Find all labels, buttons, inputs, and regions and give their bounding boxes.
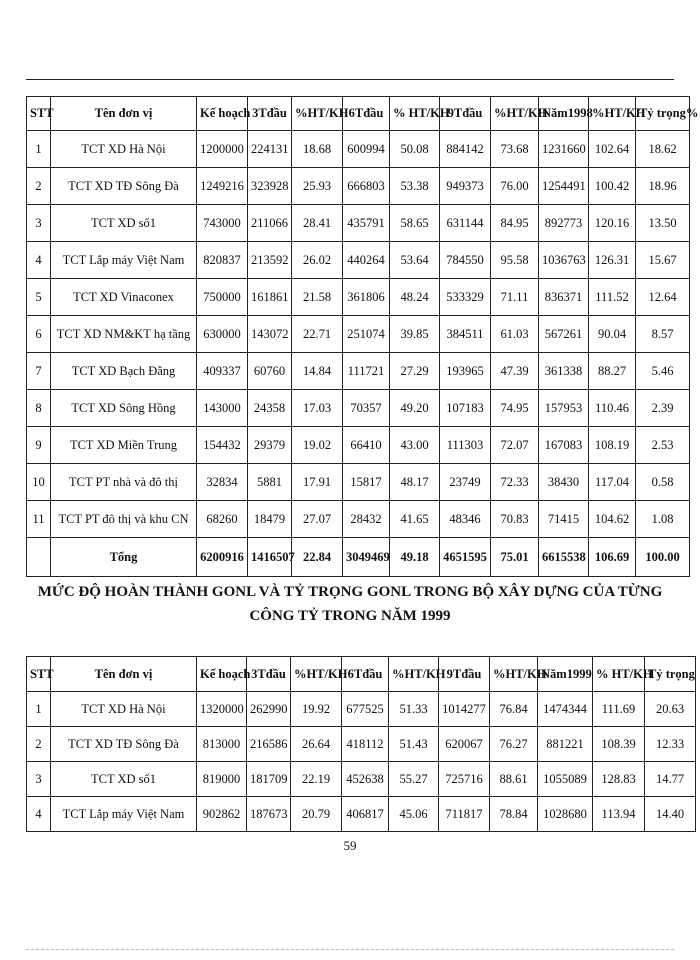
table-cell: 820837	[197, 242, 248, 279]
table-row	[27, 279, 690, 316]
table-1999	[26, 656, 696, 832]
column-header: Kế hoạch	[197, 657, 247, 692]
unit-name-cell: TCT XD Vinaconex	[51, 279, 197, 316]
unit-name-cell: TCT XD số1	[51, 205, 197, 242]
table-cell: 32834	[197, 464, 248, 501]
table-cell: 120.16	[589, 205, 636, 242]
table-cell: 3	[27, 762, 51, 797]
table-cell: 3	[27, 205, 51, 242]
table-cell: 213592	[248, 242, 292, 279]
table-cell: 21.58	[292, 279, 343, 316]
table-cell: 11	[27, 501, 51, 538]
table-cell: 66410	[343, 427, 390, 464]
unit-name-cell: TCT XD Hà Nội	[51, 131, 197, 168]
table-1999-header-row	[27, 657, 696, 692]
table-cell: 8.57	[636, 316, 690, 353]
table-cell: 76.84	[490, 692, 538, 727]
column-header: Tỷ trọng%	[636, 97, 690, 131]
table-cell: 1014277	[439, 692, 490, 727]
unit-name-cell: TCT XD Sông Hồng	[51, 390, 197, 427]
table-cell: 725716	[439, 762, 490, 797]
table-cell: 14.84	[292, 353, 343, 390]
table-cell: 157953	[539, 390, 589, 427]
table-row	[27, 131, 690, 168]
table-cell: 20.63	[645, 692, 696, 727]
total-cell: 106.69	[589, 538, 636, 577]
table-cell: 19.02	[292, 427, 343, 464]
table-cell: 750000	[197, 279, 248, 316]
table-cell: 71415	[539, 501, 589, 538]
column-header: Năm1999	[538, 657, 593, 692]
table-cell: 1474344	[538, 692, 593, 727]
table-cell: 53.38	[390, 168, 440, 205]
column-header: 9Tđầu	[440, 97, 491, 131]
table-row	[27, 353, 690, 390]
table-cell: 76.00	[491, 168, 539, 205]
table-cell: 187673	[247, 797, 291, 832]
table-cell: 58.65	[390, 205, 440, 242]
table-cell: 17.91	[292, 464, 343, 501]
table-cell: 435791	[343, 205, 390, 242]
table-cell: 8	[27, 390, 51, 427]
column-header: 6Tđầu	[342, 657, 389, 692]
table-cell: 1036763	[539, 242, 589, 279]
total-cell: 100.00	[636, 538, 690, 577]
table-cell: 452638	[342, 762, 389, 797]
table-cell: 2	[27, 727, 51, 762]
table-cell: 38430	[539, 464, 589, 501]
column-header: % HT/KH	[593, 657, 645, 692]
table-cell: 440264	[343, 242, 390, 279]
total-cell: 75.01	[491, 538, 539, 577]
table-row	[27, 762, 696, 797]
table-cell: 25.93	[292, 168, 343, 205]
table-cell: 18479	[248, 501, 292, 538]
table-cell: 1254491	[539, 168, 589, 205]
table-cell: 1055089	[538, 762, 593, 797]
table-cell: 111721	[343, 353, 390, 390]
table-cell: 19.92	[291, 692, 342, 727]
column-header: %HT/KH	[491, 97, 539, 131]
table-cell: 13.50	[636, 205, 690, 242]
table-cell: 26.02	[292, 242, 343, 279]
table-cell: 836371	[539, 279, 589, 316]
column-header: %HT/KH	[292, 97, 343, 131]
table-cell: 20.79	[291, 797, 342, 832]
table-cell: 2	[27, 168, 51, 205]
top-rule	[26, 79, 674, 80]
table-cell: 72.33	[491, 464, 539, 501]
column-header: Tỷ trọng	[645, 657, 696, 692]
table-cell: 1249216	[197, 168, 248, 205]
table-cell: 620067	[439, 727, 490, 762]
column-header: Tên đơn vị	[51, 97, 197, 131]
table-cell: 28.41	[292, 205, 343, 242]
unit-name-cell: TCT Lắp máy Việt Nam	[51, 797, 197, 832]
table-cell: 41.65	[390, 501, 440, 538]
unit-name-cell: TCT XD số1	[51, 762, 197, 797]
table-cell: 15817	[343, 464, 390, 501]
table-cell: 117.04	[589, 464, 636, 501]
column-header: 6Tđầu	[343, 97, 390, 131]
bottom-rule	[26, 949, 674, 950]
table-cell: 51.33	[389, 692, 439, 727]
table-cell: 102.64	[589, 131, 636, 168]
table-cell: 39.85	[390, 316, 440, 353]
table-cell: 27.07	[292, 501, 343, 538]
table-cell: 48346	[440, 501, 491, 538]
unit-name-cell: TCT Lắp máy Việt Nam	[51, 242, 197, 279]
table-row	[27, 390, 690, 427]
table-cell: 28432	[343, 501, 390, 538]
table-cell: 630000	[197, 316, 248, 353]
table-row	[27, 316, 690, 353]
table-cell: 108.19	[589, 427, 636, 464]
table-cell: 1231660	[539, 131, 589, 168]
total-cell	[27, 538, 51, 577]
table-row	[27, 797, 696, 832]
table-cell: 113.94	[593, 797, 645, 832]
table-cell: 29379	[248, 427, 292, 464]
table-cell: 631144	[440, 205, 491, 242]
table-cell: 51.43	[389, 727, 439, 762]
total-row	[27, 538, 690, 577]
table-cell: 167083	[539, 427, 589, 464]
table-cell: 361338	[539, 353, 589, 390]
table-cell: 154432	[197, 427, 248, 464]
table-cell: 47.39	[491, 353, 539, 390]
table-1998-body	[27, 131, 690, 577]
table-cell: 1028680	[538, 797, 593, 832]
unit-name-cell: TCT XD Hà Nội	[51, 692, 197, 727]
table-cell: 1	[27, 131, 51, 168]
table-cell: 95.58	[491, 242, 539, 279]
total-cell: 6200916	[197, 538, 248, 577]
table-cell: 18.68	[292, 131, 343, 168]
table-cell: 90.04	[589, 316, 636, 353]
column-header: %HT/KH	[589, 97, 636, 131]
table-row	[27, 205, 690, 242]
table-cell: 14.40	[645, 797, 696, 832]
table-cell: 2.53	[636, 427, 690, 464]
page-number: 59	[343, 838, 357, 853]
column-header: STT	[27, 657, 51, 692]
table-cell: 12.33	[645, 727, 696, 762]
table-cell: 126.31	[589, 242, 636, 279]
table-row	[27, 168, 690, 205]
table-cell: 68260	[197, 501, 248, 538]
table-cell: 10	[27, 464, 51, 501]
table-cell: 22.19	[291, 762, 342, 797]
table-row	[27, 692, 696, 727]
total-cell: 1416507	[248, 538, 292, 577]
table-row	[27, 242, 690, 279]
table-cell: 1200000	[197, 131, 248, 168]
table-cell: 17.03	[292, 390, 343, 427]
table-cell: 71.11	[491, 279, 539, 316]
table-cell: 216586	[247, 727, 291, 762]
table-cell: 111303	[440, 427, 491, 464]
table-cell: 224131	[248, 131, 292, 168]
table-cell: 7	[27, 353, 51, 390]
table-cell: 743000	[197, 205, 248, 242]
table-cell: 61.03	[491, 316, 539, 353]
unit-name-cell: TCT XD Miền Trung	[51, 427, 197, 464]
table-cell: 0.58	[636, 464, 690, 501]
table-cell: 533329	[440, 279, 491, 316]
table-cell: 262990	[247, 692, 291, 727]
total-cell: Tổng	[51, 538, 197, 577]
table-cell: 251074	[343, 316, 390, 353]
table-cell: 4	[27, 797, 51, 832]
total-cell: 4651595	[440, 538, 491, 577]
total-cell: 22.84	[292, 538, 343, 577]
table-cell: 55.27	[389, 762, 439, 797]
column-header: 9Tđầu	[439, 657, 490, 692]
column-header: 3Tđầu	[248, 97, 292, 131]
table-cell: 161861	[248, 279, 292, 316]
table-cell: 143000	[197, 390, 248, 427]
table-cell: 384511	[440, 316, 491, 353]
unit-name-cell: TCT XD NM&KT hạ tầng	[51, 316, 197, 353]
table-cell: 600994	[343, 131, 390, 168]
total-cell: 49.18	[390, 538, 440, 577]
table-row	[27, 464, 690, 501]
table-cell: 12.64	[636, 279, 690, 316]
column-header: %HT/KH	[291, 657, 342, 692]
table-cell: 666803	[343, 168, 390, 205]
table-row	[27, 501, 690, 538]
table-cell: 24358	[248, 390, 292, 427]
heading-text: MỨC ĐỘ HOÀN THÀNH GONL VÀ TỶ TRỌNG GONL TRONG BỘ XÂY DỰNG CỦA TỪNG CÔNG TỶ TRONG NĂM 1999	[37, 584, 663, 624]
table-cell: 88.27	[589, 353, 636, 390]
unit-name-cell: TCT PT nhà và đô thị	[51, 464, 197, 501]
table-cell: 14.77	[645, 762, 696, 797]
table-cell: 409337	[197, 353, 248, 390]
table-cell: 27.29	[390, 353, 440, 390]
table-cell: 819000	[197, 762, 247, 797]
column-header: Tên đơn vị	[51, 657, 197, 692]
column-header: %HT/KH	[389, 657, 439, 692]
table-1998	[26, 96, 699, 577]
table-cell: 949373	[440, 168, 491, 205]
table-cell: 110.46	[589, 390, 636, 427]
column-header: 3Tđầu	[247, 657, 291, 692]
table-cell: 1	[27, 692, 51, 727]
table-cell: 5.46	[636, 353, 690, 390]
table-cell: 418112	[342, 727, 389, 762]
table-cell: 70.83	[491, 501, 539, 538]
table-cell: 76.27	[490, 727, 538, 762]
column-header: Kế hoạch	[197, 97, 248, 131]
table-cell: 2.39	[636, 390, 690, 427]
table-cell: 6	[27, 316, 51, 353]
table-cell: 43.00	[390, 427, 440, 464]
table-cell: 100.42	[589, 168, 636, 205]
table-cell: 361806	[343, 279, 390, 316]
table-cell: 104.62	[589, 501, 636, 538]
table-cell: 107183	[440, 390, 491, 427]
table-cell: 26.64	[291, 727, 342, 762]
table-row	[27, 727, 696, 762]
table-cell: 78.84	[490, 797, 538, 832]
unit-name-cell: TCT XD TĐ Sông Đà	[51, 727, 197, 762]
table-cell: 5	[27, 279, 51, 316]
table-cell: 902862	[197, 797, 247, 832]
column-header: STT	[27, 97, 51, 131]
table-cell: 72.07	[491, 427, 539, 464]
table-cell: 1.08	[636, 501, 690, 538]
column-header: %HT/KH	[490, 657, 538, 692]
table-cell: 181709	[247, 762, 291, 797]
table-cell: 323928	[248, 168, 292, 205]
table-cell: 111.52	[589, 279, 636, 316]
table-cell: 211066	[248, 205, 292, 242]
table-cell: 677525	[342, 692, 389, 727]
table-cell: 22.71	[292, 316, 343, 353]
table-cell: 60760	[248, 353, 292, 390]
table-cell: 884142	[440, 131, 491, 168]
table-cell: 18.62	[636, 131, 690, 168]
table-cell: 15.67	[636, 242, 690, 279]
table-cell: 53.64	[390, 242, 440, 279]
table-cell: 567261	[539, 316, 589, 353]
table-cell: 45.06	[389, 797, 439, 832]
table-cell: 49.20	[390, 390, 440, 427]
table-cell: 70357	[343, 390, 390, 427]
table-cell: 48.24	[390, 279, 440, 316]
table-cell: 813000	[197, 727, 247, 762]
table-cell: 74.95	[491, 390, 539, 427]
table-cell: 406817	[342, 797, 389, 832]
table-cell: 9	[27, 427, 51, 464]
unit-name-cell: TCT XD TĐ Sông Đà	[51, 168, 197, 205]
table-cell: 784550	[440, 242, 491, 279]
table-cell: 711817	[439, 797, 490, 832]
table-cell: 18.96	[636, 168, 690, 205]
table-cell: 4	[27, 242, 51, 279]
table-1999-heading	[30, 580, 670, 628]
table-1999-body	[27, 692, 696, 832]
column-header: Năm1998	[539, 97, 589, 131]
table-cell: 881221	[538, 727, 593, 762]
total-cell: 6615538	[539, 538, 589, 577]
table-cell: 50.08	[390, 131, 440, 168]
table-cell: 88.61	[490, 762, 538, 797]
table-cell: 73.68	[491, 131, 539, 168]
table-cell: 84.95	[491, 205, 539, 242]
unit-name-cell: TCT PT đô thị và khu CN	[51, 501, 197, 538]
table-cell: 111.69	[593, 692, 645, 727]
table-row	[27, 427, 690, 464]
table-cell: 48.17	[390, 464, 440, 501]
table-cell: 143072	[248, 316, 292, 353]
table-cell: 5881	[248, 464, 292, 501]
table-cell: 23749	[440, 464, 491, 501]
total-cell: 3049469	[343, 538, 390, 577]
unit-name-cell: TCT XD Bạch Đằng	[51, 353, 197, 390]
table-cell: 128.83	[593, 762, 645, 797]
table-cell: 892773	[539, 205, 589, 242]
table-cell: 1320000	[197, 692, 247, 727]
table-cell: 193965	[440, 353, 491, 390]
column-header: % HT/KH	[390, 97, 440, 131]
table-1998-header-row	[27, 97, 690, 131]
table-cell: 108.39	[593, 727, 645, 762]
